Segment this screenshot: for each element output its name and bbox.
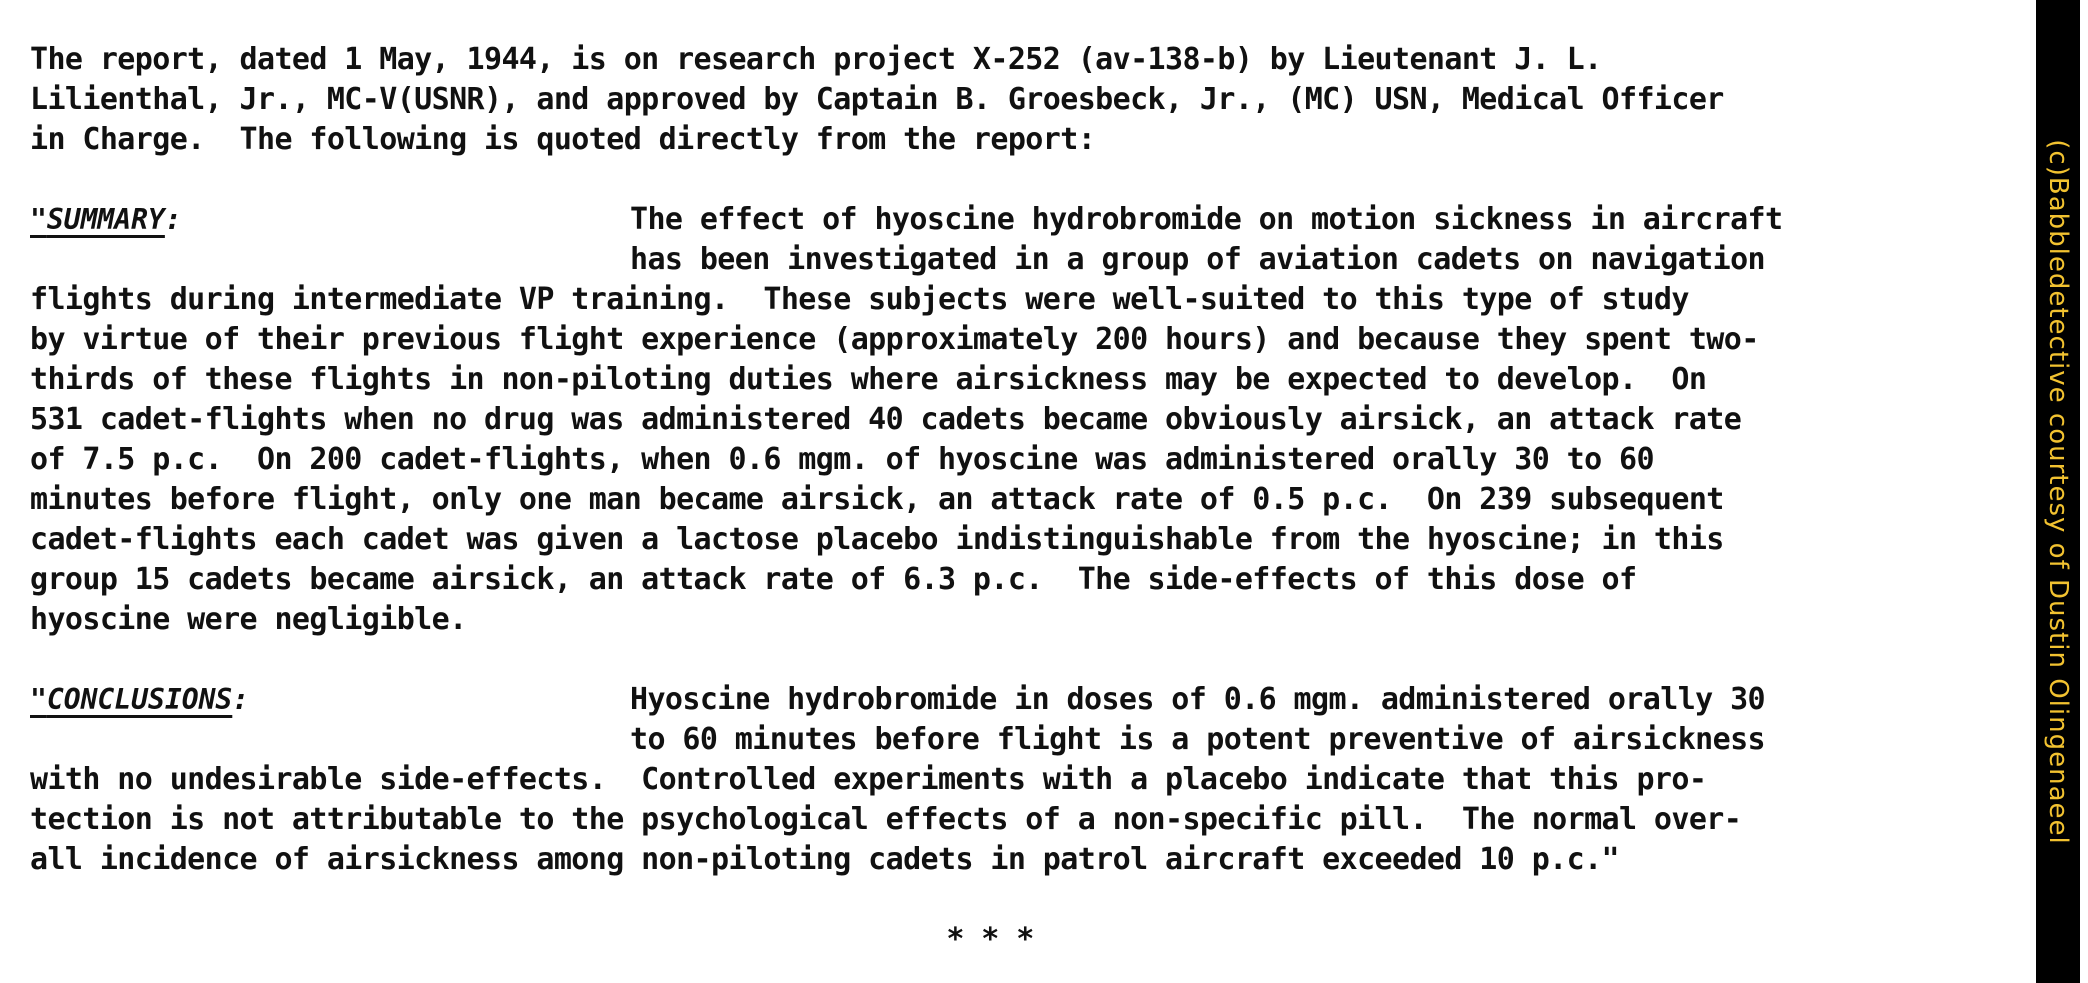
summary-line: 531 cadet-flights when no drug was administered 40 cadets became obviously airsick, an attack rate [30,402,1742,437]
summary-heading-row [30,200,2010,240]
summary-heading-label: SUMMARY [46,203,165,236]
summary-second-line: has been investigated in a group of aviation cadets on navigation [630,242,1765,277]
watermark-text: (c)Babbledetective courtesy of Dustin Olingenaeel [2043,138,2073,845]
conclusions-line: with no undesirable side-effects. Controlled experiments with a placebo indicate that this pro- [30,762,1707,797]
paragraph-gap [30,640,2010,680]
open-quote: " [30,683,47,716]
summary-line: of 7.5 p.c. On 200 cadet-flights, when 0.6 mgm. of hyoscine was administered orally 30 to 60 [30,442,1654,477]
heading-colon: : [164,203,182,236]
conclusions-first-line: Hyoscine hydrobromide in doses of 0.6 mgm. administered orally 30 [630,682,1765,717]
summary-section [30,200,2010,640]
summary-line: group 15 cadets became airsick, an attack rate of 6.3 p.c. The side-effects of this dose of [30,562,1637,597]
summary-line: flights during intermediate VP training. These subjects were well-suited to this type of study [30,282,1689,317]
paragraph-gap [30,880,2010,920]
conclusions-section [30,680,2010,880]
document-body [30,40,2010,960]
section-separator: * * * [946,922,1034,957]
heading-colon: : [232,683,250,716]
conclusions-line: tection is not attributable to the psychological effects of a non-specific pill. The normal over- [30,802,1742,837]
conclusions-heading [30,680,249,720]
summary-line: by virtue of their previous flight experience (approximately 200 hours) and because they spent two- [30,322,1759,357]
summary-line: minutes before flight, only one man became airsick, an attack rate of 0.5 p.c. On 239 subsequent [30,482,1724,517]
summary-heading [30,200,182,240]
paragraph-gap [30,160,2010,200]
summary-line: cadet-flights each cadet was given a lactose placebo indistinguishable from the hyoscine; in this [30,522,1724,557]
open-quote: " [30,203,47,236]
summary-line: hyoscine were negligible. [30,602,467,637]
intro-line: in Charge. The following is quoted directly from the report: [30,122,1096,157]
conclusions-second-line: to 60 minutes before flight is a potent preventive of airsickness [630,722,1765,757]
summary-line: thirds of these flights in non-piloting duties where airsickness may be expected to develop. On [30,362,1707,397]
watermark-strip [2036,0,2080,983]
intro-paragraph [30,40,2010,160]
conclusions-heading-row [30,680,2010,720]
summary-first-line: The effect of hyoscine hydrobromide on motion sickness in aircraft [630,202,1783,237]
conclusions-heading-label: CONCLUSIONS [46,683,233,716]
intro-line: The report, dated 1 May, 1944, is on research project X-252 (av-138-b) by Lieutenant J. L. [30,42,1602,77]
intro-line: Lilienthal, Jr., MC-V(USNR), and approved by Captain B. Groesbeck, Jr., (MC) USN, Medical Officer [30,82,1724,117]
conclusions-line: all incidence of airsickness among non-piloting cadets in patrol aircraft exceeded 10 p.c." [30,842,1619,877]
